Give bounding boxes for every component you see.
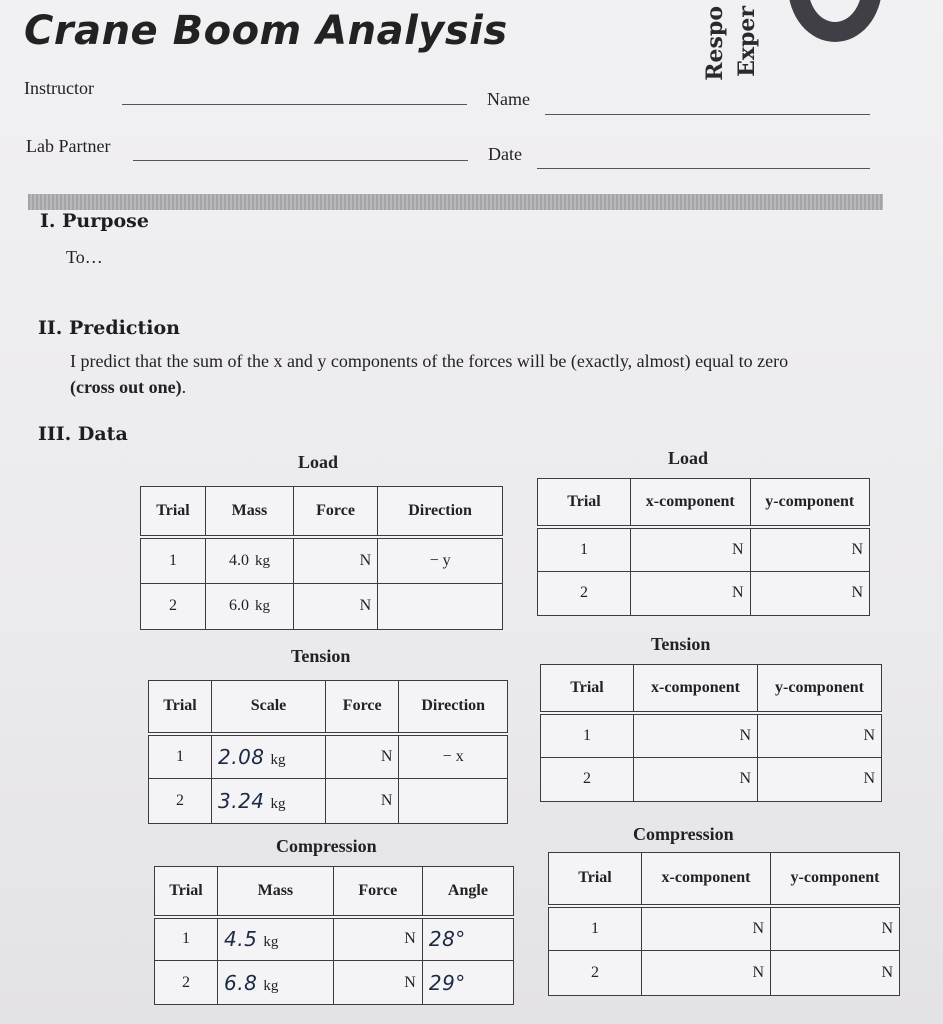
- compression-comp-x-cell[interactable]: N: [642, 906, 771, 951]
- load-trial-cell: 1: [141, 537, 206, 583]
- load-force-cell[interactable]: [293, 583, 377, 629]
- tension-scale-cell[interactable]: [212, 779, 326, 824]
- prediction-heading: II. Prediction: [38, 317, 180, 339]
- tension-scale-value: 3.24: [218, 789, 265, 814]
- tension-direction-cell[interactable]: [399, 779, 508, 824]
- table-row: [549, 951, 900, 996]
- data-heading: III. Data: [38, 423, 128, 445]
- load-header-force: Force: [293, 487, 377, 537]
- section-divider: [28, 194, 883, 210]
- side-text-respo: Respo: [702, 6, 728, 81]
- tension-comp-trial-cell: 2: [541, 757, 634, 801]
- tension-comp-header-trial: Trial: [541, 665, 634, 713]
- tension-header-force: Force: [326, 681, 399, 734]
- purpose-heading: I. Purpose: [40, 210, 149, 232]
- tension-force-cell[interactable]: [326, 779, 399, 824]
- tension-comp-y-cell[interactable]: N: [758, 757, 882, 801]
- instructor-line[interactable]: [122, 104, 467, 105]
- tension-comp-caption: Tension: [651, 634, 711, 654]
- compression-angle-cell[interactable]: [422, 917, 513, 961]
- compression-angle-cell[interactable]: [422, 961, 513, 1005]
- load-mass-cell[interactable]: [206, 537, 294, 583]
- tension-comp-header-x: x-component: [634, 665, 758, 713]
- table-row: [549, 906, 900, 951]
- compression-comp-y-cell[interactable]: N: [771, 951, 900, 996]
- purpose-text: To…: [66, 247, 103, 267]
- load-comp-trial-cell: 1: [538, 527, 631, 571]
- page-title: Crane Boom Analysis: [24, 8, 508, 54]
- tension-direction-cell[interactable]: − x: [399, 734, 508, 779]
- tension-comp-x-cell[interactable]: N: [634, 713, 758, 757]
- load-comp-x-cell[interactable]: N: [631, 527, 751, 571]
- tension-comp-header-y: y-component: [758, 665, 882, 713]
- tension-trial-cell: 1: [149, 734, 212, 779]
- load-force-unit: N: [359, 551, 372, 569]
- compression-comp-header-x: x-component: [642, 853, 771, 906]
- compression-comp-trial-cell: 2: [549, 951, 642, 996]
- name-line[interactable]: [545, 114, 870, 115]
- tension-scale-unit: kg: [270, 751, 286, 768]
- tension-force-cell[interactable]: [326, 734, 399, 779]
- load-comp-x-cell[interactable]: N: [631, 571, 751, 615]
- tension-table: [148, 680, 508, 824]
- load-comp-header-trial: Trial: [538, 479, 631, 527]
- load-header-mass: Mass: [206, 487, 294, 537]
- load-mass-unit: kg: [254, 552, 270, 569]
- compression-force-cell[interactable]: [333, 961, 422, 1005]
- tension-trial-cell: 2: [149, 779, 212, 824]
- table-row: [155, 917, 514, 961]
- compression-header-trial: Trial: [155, 867, 218, 917]
- table-row: [155, 961, 514, 1005]
- compression-comp-x-cell[interactable]: N: [642, 951, 771, 996]
- table-row: [141, 537, 503, 583]
- compression-mass-cell[interactable]: [218, 917, 334, 961]
- prediction-sentence: I predict that the sum of the x and y components of the forces will be (exactly, almost) equal to zero: [70, 351, 789, 371]
- load-header-direction: Direction: [378, 487, 503, 537]
- compression-trial-cell: 1: [155, 917, 218, 961]
- compression-force-cell[interactable]: [333, 917, 422, 961]
- prediction-period: .: [181, 377, 187, 397]
- load-header-trial: Trial: [141, 487, 206, 537]
- table-row: [538, 527, 870, 571]
- load-comp-y-cell[interactable]: N: [750, 571, 870, 615]
- table-row: [538, 571, 870, 615]
- decorative-ring-icon: [788, 0, 882, 42]
- date-line[interactable]: [537, 168, 870, 169]
- tension-header-trial: Trial: [149, 681, 212, 734]
- tension-caption: Tension: [291, 646, 351, 666]
- compression-trial-cell: 2: [155, 961, 218, 1005]
- load-mass-unit: kg: [254, 598, 270, 615]
- compression-header-force: Force: [333, 867, 422, 917]
- tension-scale-value: 2.08: [218, 744, 265, 769]
- load-direction-cell[interactable]: [378, 583, 503, 629]
- table-row: [541, 713, 882, 757]
- load-caption: Load: [298, 452, 339, 472]
- compression-angle-value: 28°: [428, 927, 466, 952]
- compression-force-unit: N: [404, 973, 416, 991]
- load-direction-cell[interactable]: − y: [378, 537, 503, 583]
- tension-header-scale: Scale: [212, 681, 326, 734]
- load-table: [140, 486, 503, 630]
- compression-mass-cell[interactable]: [218, 961, 334, 1005]
- table-row: [149, 779, 508, 824]
- compression-comp-header-y: y-component: [771, 853, 900, 906]
- compression-comp-header-trial: Trial: [549, 853, 642, 906]
- tension-comp-x-cell[interactable]: N: [634, 757, 758, 801]
- compression-components-table: [548, 852, 900, 996]
- load-force-cell[interactable]: [293, 537, 377, 583]
- compression-mass-value: 4.5: [224, 927, 258, 952]
- prediction-instruction: (cross out one): [70, 377, 182, 397]
- name-label: Name: [487, 89, 530, 109]
- compression-caption: Compression: [276, 836, 377, 856]
- load-mass-cell[interactable]: [206, 583, 294, 629]
- side-text-exper: Exper: [734, 6, 760, 77]
- compression-comp-y-cell[interactable]: N: [771, 906, 900, 951]
- table-row: [149, 734, 508, 779]
- compression-table: [154, 866, 514, 1005]
- tension-scale-cell[interactable]: [212, 734, 326, 779]
- load-trial-cell: 2: [141, 583, 206, 629]
- tension-header-direction: Direction: [399, 681, 508, 734]
- tension-comp-trial-cell: 1: [541, 713, 634, 757]
- compression-mass-unit: kg: [263, 977, 279, 994]
- compression-header-angle: Angle: [422, 867, 513, 917]
- compression-comp-trial-cell: 1: [549, 906, 642, 951]
- compression-angle-value: 29°: [428, 970, 466, 995]
- table-row: [141, 583, 503, 629]
- lab-partner-line[interactable]: [133, 160, 468, 161]
- date-label: Date: [488, 144, 522, 164]
- load-comp-header-y: y-component: [750, 479, 870, 527]
- load-mass-value: 6.0: [228, 597, 249, 615]
- tension-comp-y-cell[interactable]: N: [758, 713, 882, 757]
- prediction-text: [70, 348, 900, 400]
- compression-mass-unit: kg: [263, 934, 279, 951]
- load-comp-trial-cell: 2: [538, 571, 631, 615]
- instructor-label: Instructor: [24, 78, 94, 98]
- load-components-table: [537, 478, 870, 616]
- tension-force-unit: N: [380, 747, 393, 765]
- table-row: [541, 757, 882, 801]
- compression-comp-caption: Compression: [633, 824, 734, 844]
- lab-partner-label: Lab Partner: [26, 136, 111, 156]
- tension-components-table: [540, 664, 882, 802]
- load-mass-value: 4.0: [228, 551, 249, 569]
- compression-mass-value: 6.8: [224, 970, 258, 995]
- load-comp-y-cell[interactable]: N: [750, 527, 870, 571]
- load-comp-header-x: x-component: [631, 479, 751, 527]
- load-comp-caption: Load: [668, 448, 709, 468]
- compression-header-mass: Mass: [218, 867, 334, 917]
- tension-scale-unit: kg: [270, 796, 286, 813]
- load-force-unit: N: [359, 597, 372, 615]
- tension-force-unit: N: [380, 792, 393, 810]
- compression-force-unit: N: [404, 930, 416, 948]
